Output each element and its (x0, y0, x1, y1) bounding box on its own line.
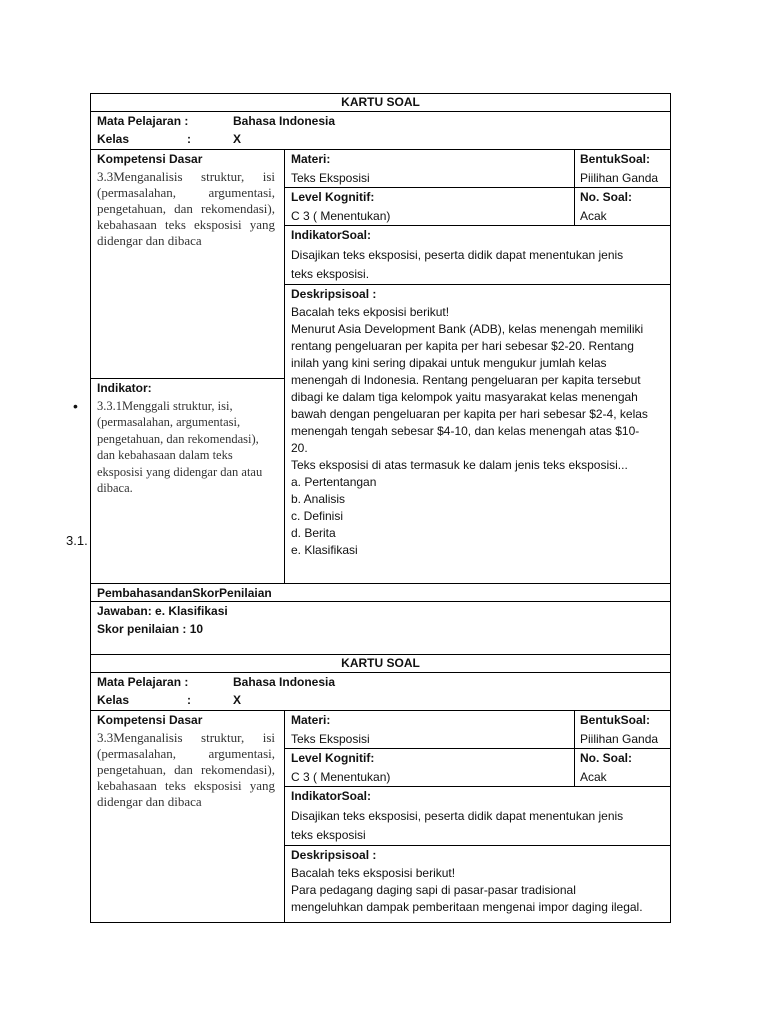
class-value: X (233, 693, 242, 707)
deskripsi-line: Bacalah teks eksposisi berikut! (291, 866, 456, 880)
nosoal-label: No. Soal: (580, 190, 633, 204)
bentuk-label: BentukSoal: (580, 713, 651, 727)
bullet-marker: • (73, 398, 78, 414)
pembahasan-label: PembahasandanSkorPenilaian (97, 586, 272, 600)
materi-label: Materi: (291, 713, 331, 727)
level-label: Level Kognitif: (291, 751, 375, 765)
subject-label: Mata Pelajaran : (97, 675, 189, 689)
question-stem: Teks eksposisi di atas termasuk ke dalam jenis teks eksposisi... (291, 458, 628, 472)
divider (90, 149, 671, 150)
divider (90, 583, 671, 584)
divider (284, 187, 671, 188)
option-d: d. Berita (291, 526, 336, 540)
divider (284, 845, 671, 846)
kd-label: Kompetensi Dasar (97, 152, 203, 166)
class-label: Kelas (97, 132, 130, 146)
level-value: C 3 ( Menentukan) (291, 209, 391, 223)
deskripsi-label: Deskripsisoal : (291, 848, 377, 862)
deskripsi-label: Deskripsisoal : (291, 287, 377, 301)
indikator-soal-text: Disajikan teks eksposisi, peserta didik dapat menentukan jenis teks eksposisi (291, 809, 624, 842)
deskripsi-line: Bacalah teks ekposisi berikut! (291, 305, 450, 319)
class-colon: : (187, 132, 191, 146)
class-value: X (233, 132, 242, 146)
deskripsi-line: menengah di Indonesia. Rentang pengeluaran per kapita tersebut (291, 373, 641, 387)
deskripsi-line: dibagi ke dalam tiga kelompok yaitu masyarakat kelas menengah (291, 390, 638, 404)
deskripsi-line: menengah tengah sebesar $4-10, dan kelas menengah atas $10- (291, 424, 640, 438)
indikator-text: 3.3.1Menggali struktur, isi, (permasalahan, argumentasi, pengetahuan, dan rekomendasi), dan kebahasaan dalam teks eksposisi yang didengar dan atau dibaca. (97, 399, 263, 496)
kd-label: Kompetensi Dasar (97, 713, 203, 727)
nosoal-label: No. Soal: (580, 751, 633, 765)
materi-value: Teks Eksposisi (291, 171, 370, 185)
deskripsi-line: Menurut Asia Development Bank (ADB), kelas menengah memiliki (291, 322, 644, 336)
list-number: 3.1. (66, 533, 88, 548)
divider (284, 748, 671, 749)
deskripsi-line: bawah dengan pengeluaran per kapita per hari sebesar $2-4, kelas (291, 407, 648, 421)
option-c: c. Definisi (291, 509, 344, 523)
divider (90, 710, 671, 711)
option-a: a. Pertentangan (291, 475, 377, 489)
level-label: Level Kognitif: (291, 190, 375, 204)
indikator-soal-label: IndikatorSoal: (291, 789, 372, 803)
divider (90, 672, 671, 673)
kd-text: 3.3Menganalisis struktur, isi (permasalahan, argumentasi, pengetahuan, dan rekomendasi), kebahasaan teks eksposisi yang didengar dan dibaca (97, 730, 275, 809)
level-value: C 3 ( Menentukan) (291, 770, 391, 784)
divider (284, 225, 671, 226)
materi-label: Materi: (291, 152, 331, 166)
divider (90, 378, 284, 379)
divider (284, 786, 671, 787)
nosoal-value: Acak (580, 209, 607, 223)
option-e: e. Klasifikasi (291, 543, 358, 557)
deskripsi-line: Para pedagang daging sapi di pasar-pasar tradisional (291, 883, 576, 897)
indikator-soal-text: Disajikan teks eksposisi, peserta didik dapat menentukan jenis teks eksposisi. (291, 248, 624, 281)
divider (284, 284, 671, 285)
subject-value: Bahasa Indonesia (233, 675, 336, 689)
class-colon: : (187, 693, 191, 707)
materi-value: Teks Eksposisi (291, 732, 370, 746)
subject-value: Bahasa Indonesia (233, 114, 336, 128)
indikator-label: Indikator: (97, 381, 152, 395)
subject-label: Mata Pelajaran : (97, 114, 189, 128)
divider (90, 111, 671, 112)
deskripsi-line: mengeluhkan dampak pemberitaan mengenai impor daging ilegal. (291, 900, 643, 914)
card-title: KARTU SOAL (341, 656, 420, 670)
skor: Skor penilaian : 10 (97, 622, 204, 636)
card-title: KARTU SOAL (341, 95, 420, 109)
indikator-soal-label: IndikatorSoal: (291, 228, 372, 242)
deskripsi-line: inilah yang kini sering dipakai untuk mengukur jumlah kelas (291, 356, 607, 370)
deskripsi-line: 20. (291, 441, 308, 455)
bentuk-label: BentukSoal: (580, 152, 651, 166)
jawaban: Jawaban: e. Klasifikasi (97, 604, 228, 618)
nosoal-value: Acak (580, 770, 607, 784)
divider (284, 149, 285, 583)
divider (284, 710, 285, 923)
kd-text: 3.3Menganalisis struktur, isi (permasalahan, argumentasi, pengetahuan, dan rekomendasi), kebahasaan teks eksposisi yang didengar dan dibaca (97, 169, 275, 248)
bentuk-value: Piilihan Ganda (580, 732, 659, 746)
class-label: Kelas (97, 693, 130, 707)
deskripsi-line: rentang pengeluaran per kapita per hari sebesar $2-20. Rentang (291, 339, 634, 353)
option-b: b. Analisis (291, 492, 346, 506)
bentuk-value: Piilihan Ganda (580, 171, 659, 185)
